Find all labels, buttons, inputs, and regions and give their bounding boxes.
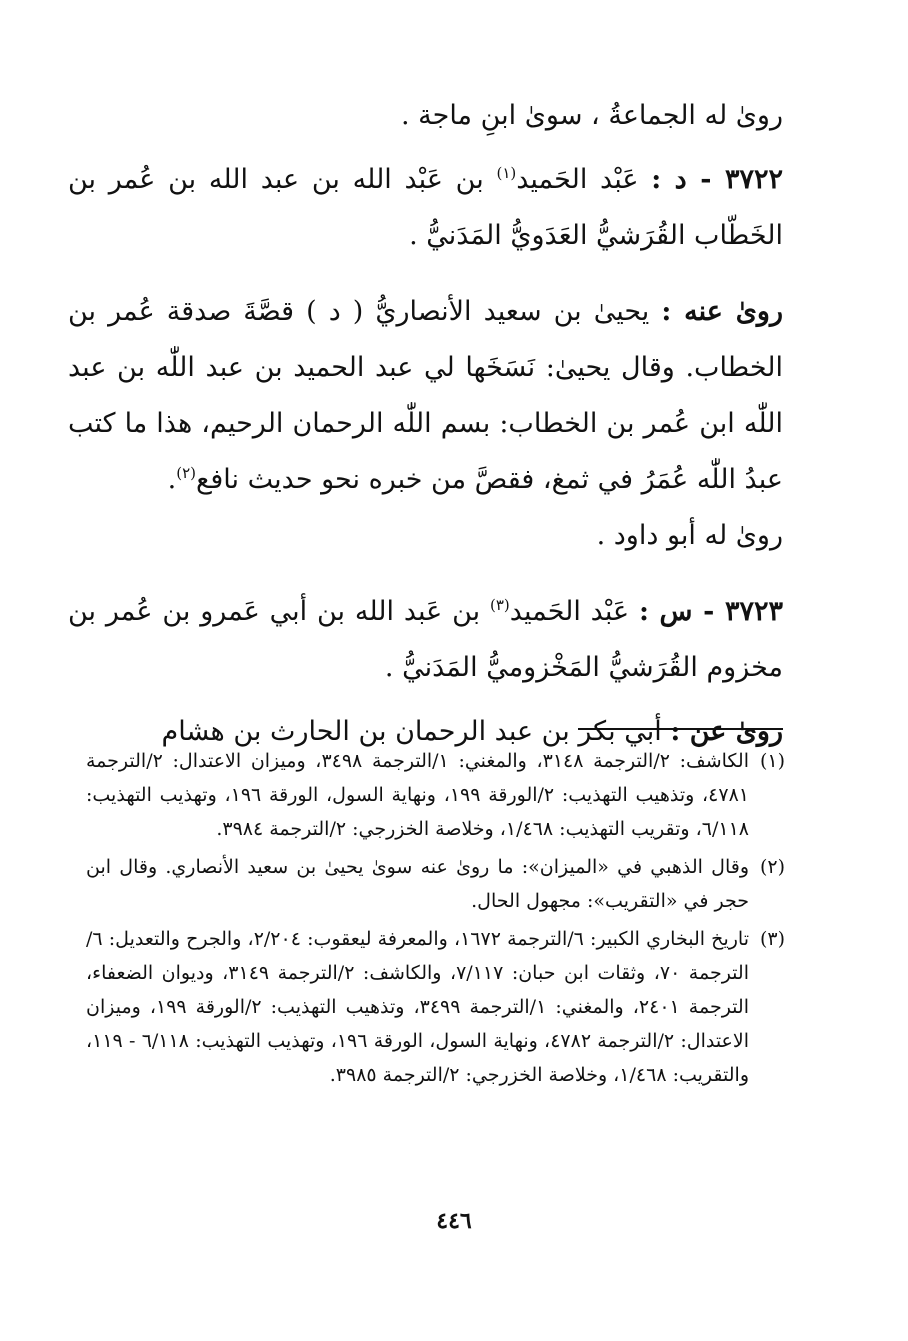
narration-line: [68, 88, 783, 144]
narration-text: روىٰ له الجماعةُ ، سوىٰ ابنِ ماجة .: [401, 100, 783, 131]
narrators-end: .: [167, 464, 177, 495]
footnote-number: (١): [759, 750, 785, 772]
footnotes: [86, 744, 785, 1096]
footnote-2: [86, 850, 785, 918]
narrators-paragraph: [68, 284, 783, 508]
narration-line: [68, 508, 783, 564]
main-text-body: [68, 88, 783, 760]
narrators-text: يحيىٰ بن سعيد الأنصاريُّ ( د ) قصَّةَ صدقة عُمر بن الخطاب. وقال يحيىٰ: نَسَخَها لي عبد الحميد بن عبد اللّٰه بن عبد اللّٰه ابن عُمر بن الخطاب: بسم اللّٰه الرحمان الرحيم، هذا ما كتب عبدُ اللّٰه عُمَرُ في ثمغ، فقصَّ من خبره نحو حديث نافع: [68, 296, 783, 495]
entry-number: ٣٧٢٢ - د :: [651, 164, 783, 195]
narrators-label: روىٰ عنه :: [661, 296, 783, 327]
entry-name: عَبْد الحَميد: [509, 596, 630, 627]
footnote-text: وقال الذهبي في «الميزان»: ما روىٰ عنه سوىٰ يحيىٰ بن سعيد الأنصاري. وقال ابن حجر في «التقريب»: مجهول الحال.: [86, 856, 749, 912]
entry-lineage: بن عَبد الله بن أبي عَمرو بن عُمر بن مخزوم القُرَشيُّ المَخْزوميُّ المَدَنيُّ .: [68, 596, 783, 683]
footnote-separator: [578, 728, 783, 730]
narrators-label: روىٰ عن :: [670, 716, 783, 747]
page-number: ٤٤٦: [436, 1208, 472, 1234]
footnote-ref: (١): [496, 164, 517, 182]
footnote-text: تاريخ البخاري الكبير: ٦/الترجمة ١٦٧٢، والمعرفة ليعقوب: ٢/٢٠٤، والجرح والتعديل: ٦/الترجمة ٧٠، وثقات ابن حبان: ٧/١١٧، والكاشف: ٢/الترجمة ٣١٤٩، وديوان الضعفاء، الترجمة ٢٤٠١، والمغني: ١/الترجمة ٣٤٩٩، وتذهيب التهذيب: ٢/الورقة ١٩٩، وميزان الاعتدال: ٢/الترجمة ٤٧٨٢، ونهاية السول، الورقة ١٩٦، وتهذيب التهذيب: ٦/١١٨ - ١١٩، والتقريب: ١/٤٦٨، وخلاصة الخزرجي: ٢/الترجمة ٣٩٨٥.: [86, 928, 750, 1086]
footnote-1: [86, 744, 785, 846]
footnote-ref: (٢): [176, 464, 197, 482]
entry-lineage: بن عَبْد الله بن عبد الله بن عُمر بن الخَطّاب القُرَشيُّ العَدَويُّ المَدَنيُّ .: [68, 164, 783, 251]
footnote-ref: (٣): [489, 596, 510, 614]
entry-3722: [68, 152, 783, 264]
footnote-number: (٢): [759, 856, 785, 878]
narrators-text: أبي بكر بن عبد الرحمان بن الحارث بن هشام: [161, 716, 662, 747]
narration-text: روىٰ له أبو داود .: [596, 520, 783, 551]
footnote-3: [86, 922, 785, 1092]
footnote-text: الكاشف: ٢/الترجمة ٣١٤٨، والمغني: ١/الترجمة ٣٤٩٨، وميزان الاعتدال: ٢/الترجمة ٤٧٨١، وتذهيب التهذيب: ٢/الورقة ١٩٩، ونهاية السول، الورقة ١٩٦، وتهذيب التهذيب: ٦/١١٨، وتقريب التهذيب: ١/٤٦٨، وخلاصة الخزرجي: ٢/الترجمة ٣٩٨٤.: [86, 750, 749, 840]
entry-name: عَبْد الحَميد: [516, 164, 639, 195]
footnote-number: (٣): [759, 928, 785, 950]
entry-3723: [68, 584, 783, 696]
entry-number: ٣٧٢٣ - س :: [638, 596, 783, 627]
